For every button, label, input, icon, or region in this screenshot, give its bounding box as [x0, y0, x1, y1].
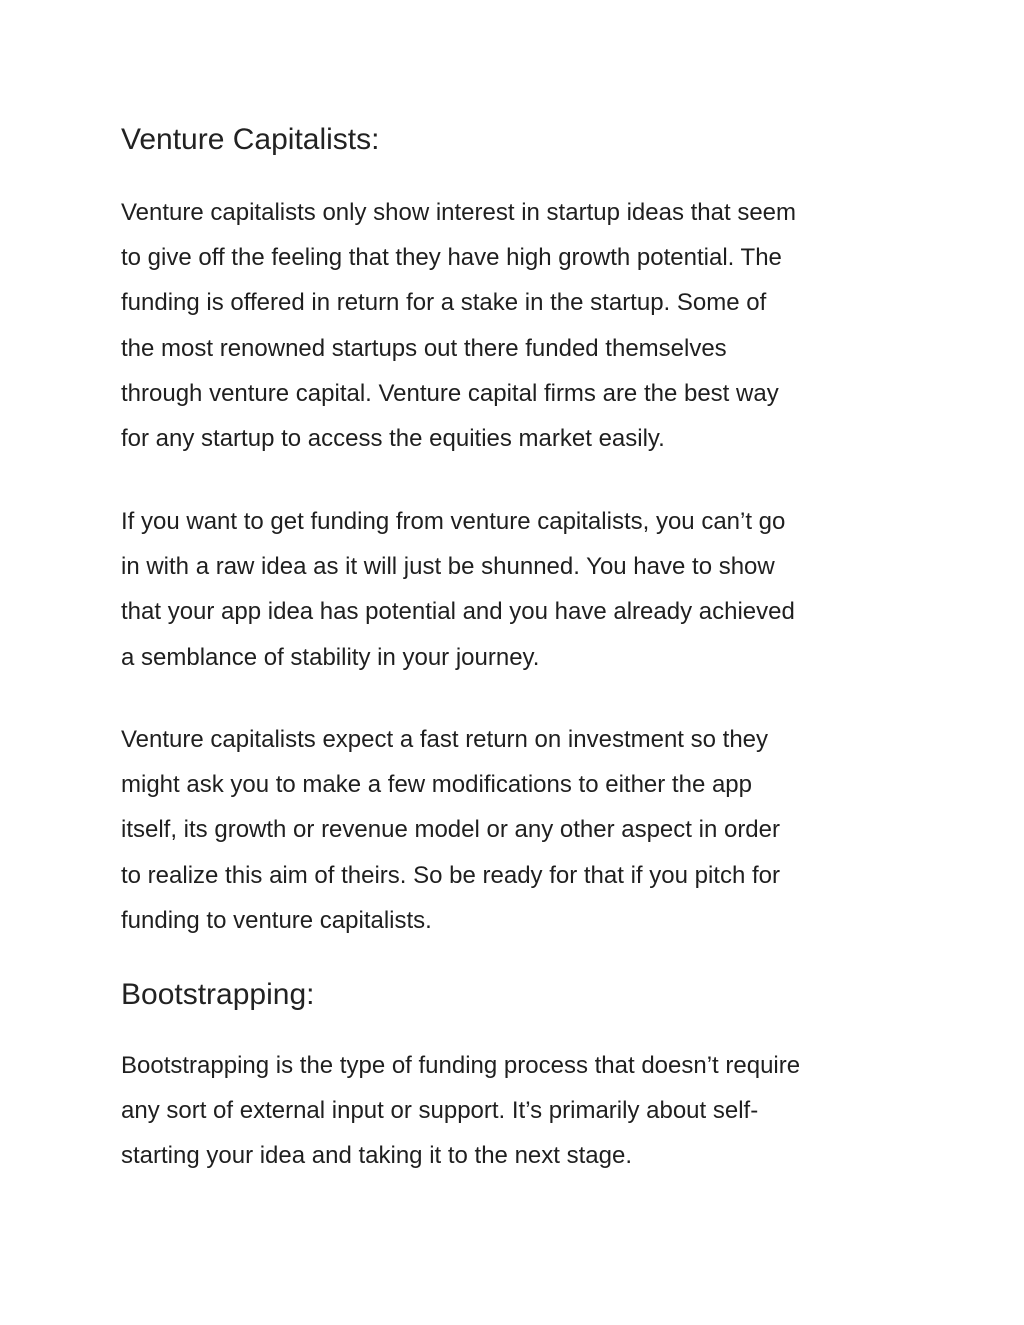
text-line: funding is offered in return for a stake in the startup. Some of — [121, 289, 767, 317]
text-line: itself, its growth or revenue model or any other aspect in order — [121, 816, 780, 844]
text-line: might ask you to make a few modifications to either the app — [121, 771, 752, 799]
text-line: any sort of external input or support. It’s primarily about self- — [121, 1097, 759, 1125]
text-line: through venture capital. Venture capital firms are the best way — [121, 379, 779, 407]
text-line: a semblance of stability in your journey. — [121, 643, 540, 671]
text-line: If you want to get funding from venture capitalists, you can’t go — [121, 508, 786, 535]
paragraph-vc-return — [121, 717, 921, 943]
text-line: to give off the feeling that they have high growth potential. The — [121, 244, 782, 272]
text-line: the most renowned startups out there funded themselves — [121, 334, 727, 362]
text-line: Bootstrapping is the type of funding process that doesn’t require — [121, 1052, 801, 1079]
text-line: starting your idea and taking it to the next stage. — [121, 1142, 632, 1170]
text-line: that your app idea has potential and you have already achieved — [121, 598, 795, 626]
text-line: funding to venture capitalists. — [121, 906, 432, 934]
paragraph-bootstrapping-intro — [121, 1043, 921, 1179]
text-line: Venture capitalists only show interest in startup ideas that seem — [121, 199, 797, 226]
text-line: to realize this aim of theirs. So be ready for that if you pitch for — [121, 861, 780, 889]
section-heading-venture-capitalists: Venture Capitalists: — [121, 123, 380, 156]
text-line: in with a raw idea as it will just be shunned. You have to show — [121, 553, 775, 581]
section-heading-bootstrapping: Bootstrapping: — [121, 978, 315, 1011]
paragraph-vc-intro — [121, 190, 921, 461]
text-line: for any startup to access the equities market easily. — [121, 425, 665, 453]
text-line: Venture capitalists expect a fast return on investment so they — [121, 726, 769, 753]
paragraph-vc-raw-idea — [121, 499, 921, 680]
